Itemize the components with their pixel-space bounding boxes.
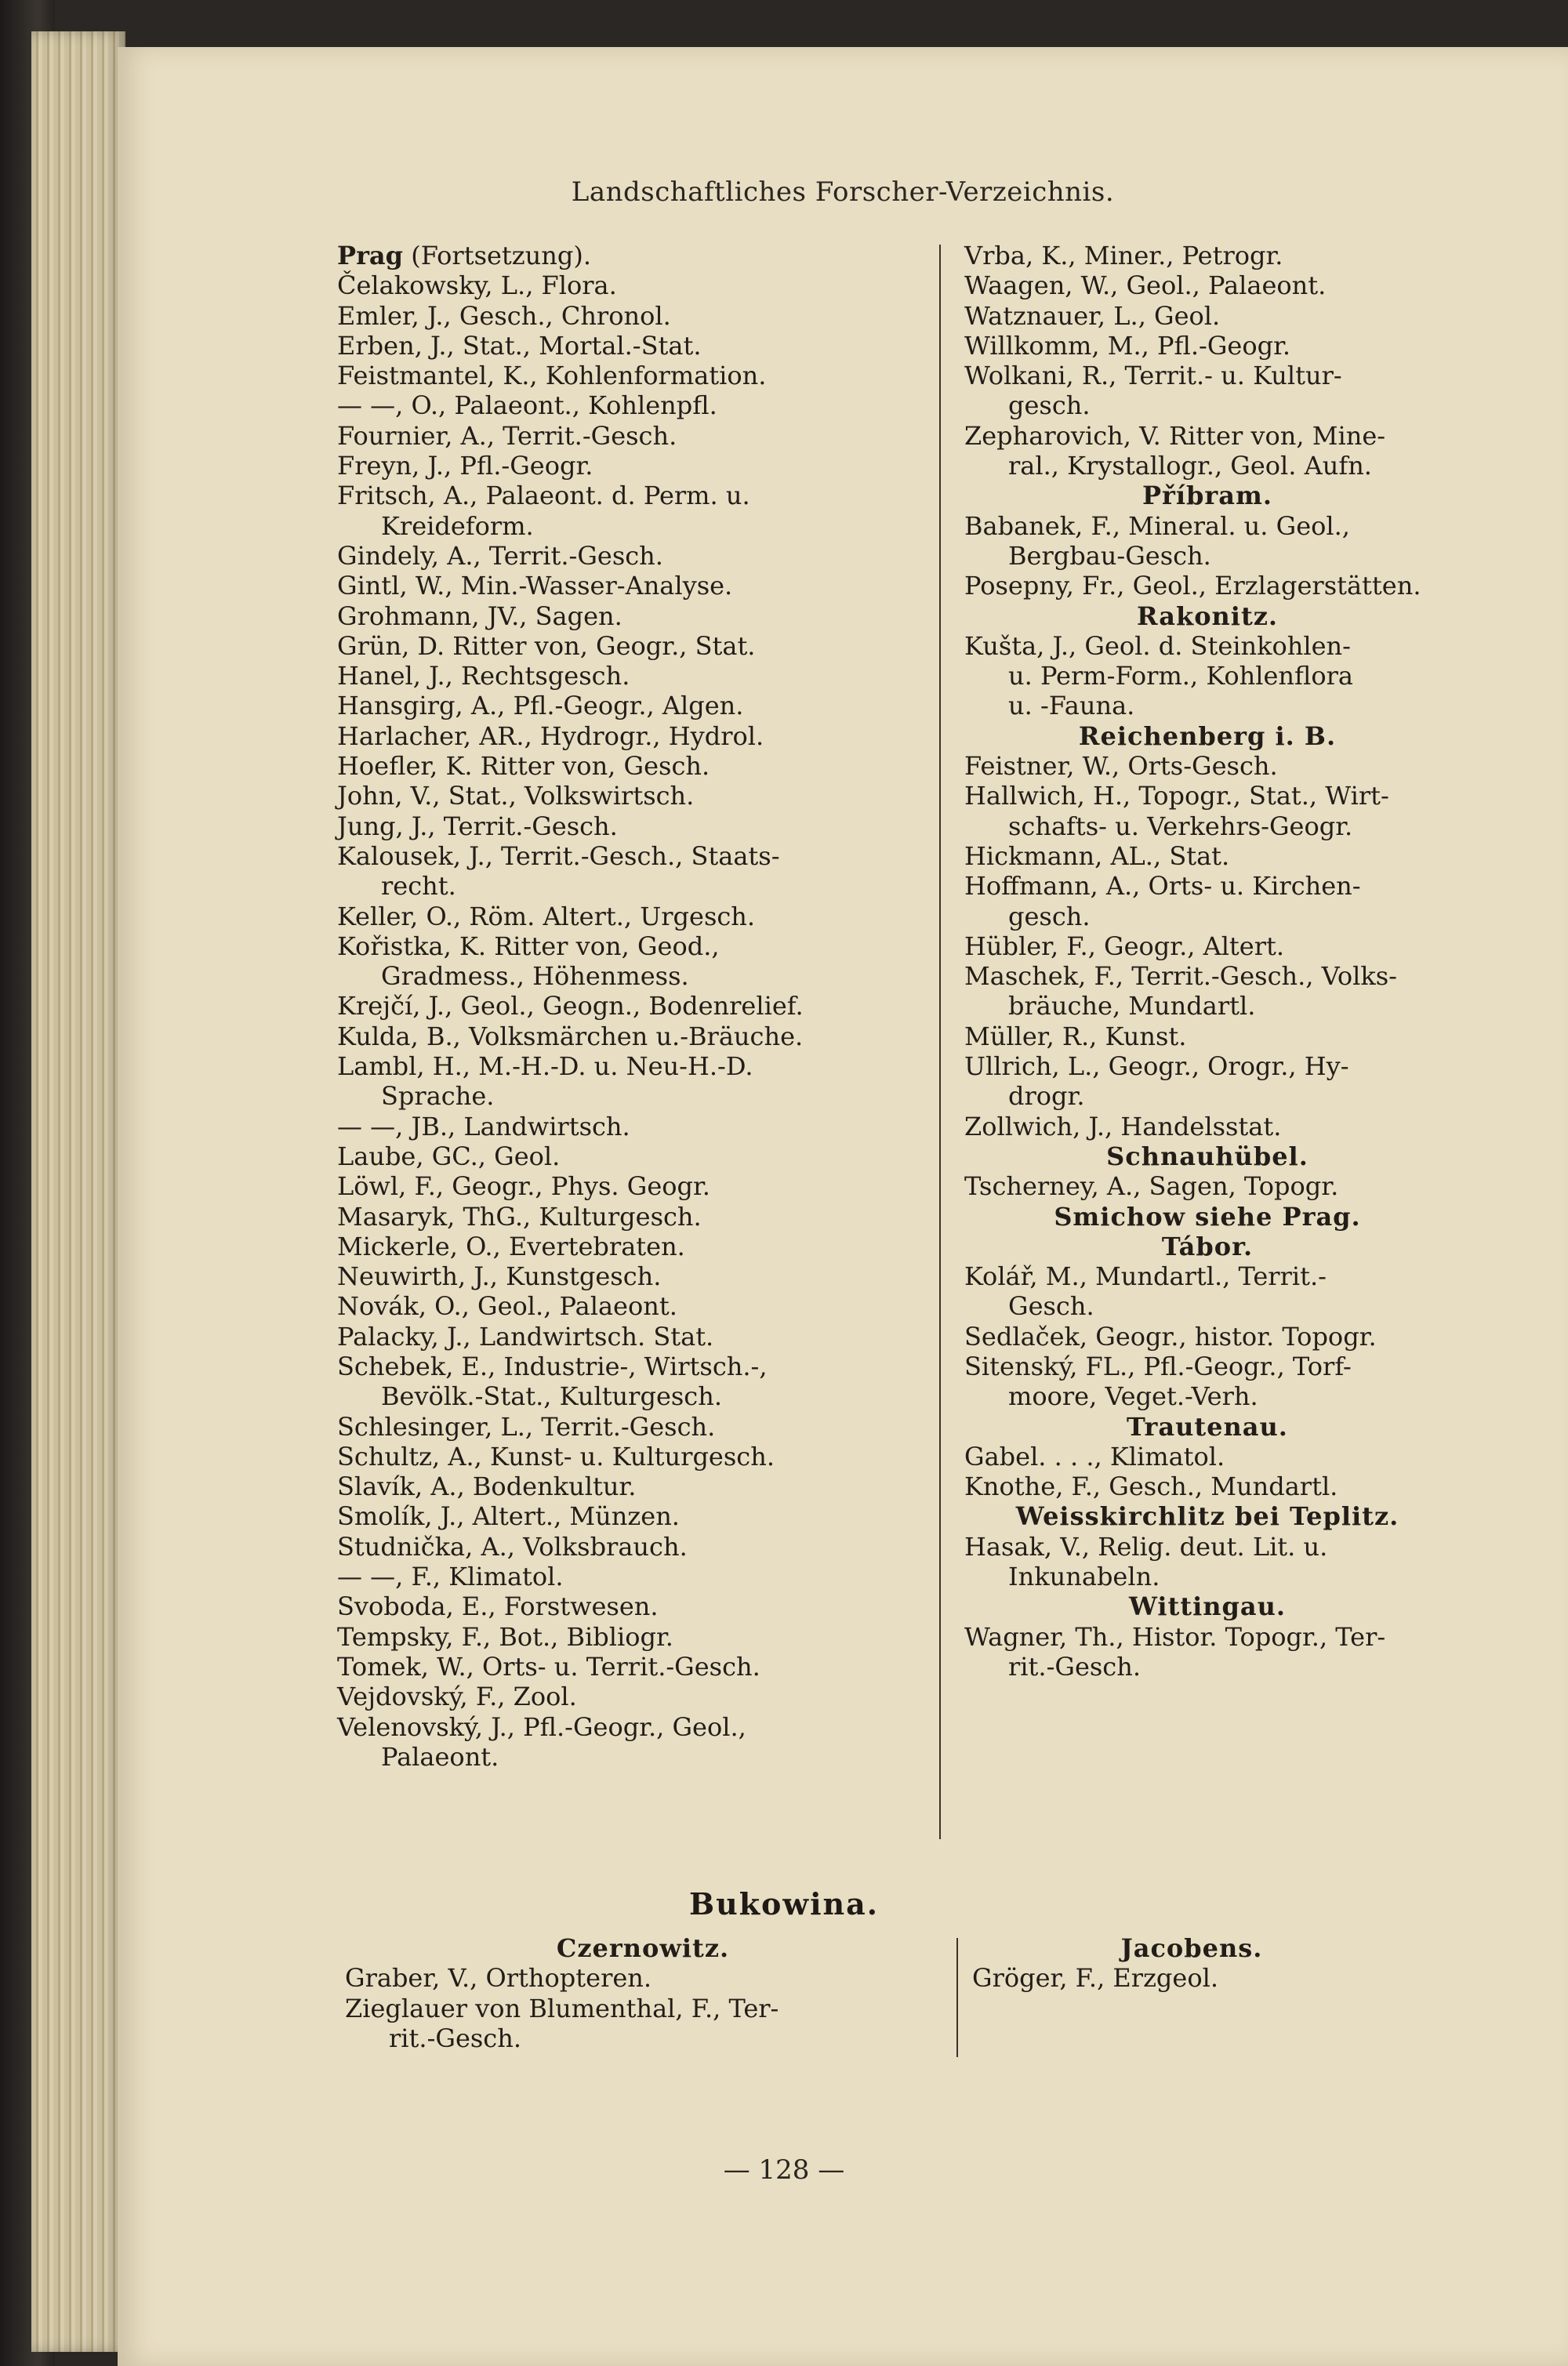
researcher-entry: Hoefler, K. Ritter von, Gesch. (337, 751, 710, 782)
researcher-entry: Hoffmann, A., Orts- u. Kirchen- (964, 871, 1361, 902)
researcher-entry: Feistmantel, K., Kohlenformation. (337, 361, 767, 391)
entry-continuation: Bergbau-Gesch. (1008, 540, 1211, 571)
researcher-entry: Wolkani, R., Territ.- u. Kultur- (964, 361, 1342, 391)
researcher-entry: Laube, GC., Geol. (337, 1141, 561, 1171)
researcher-entry: Zepharovich, V. Ritter von, Mine- (964, 420, 1386, 451)
entry-continuation: rit.-Gesch. (389, 2023, 521, 2053)
entry-continuation: u. -Fauna. (1008, 691, 1135, 721)
entry-continuation: recht. (381, 871, 456, 902)
researcher-entry: Müller, R., Kunst. (964, 1021, 1187, 1051)
researcher-entry: Sedlaček, Geogr., histor. Topogr. (964, 1321, 1377, 1352)
researcher-entry: Sitenský, FL., Pfl.-Geogr., Torf- (964, 1351, 1352, 1381)
researcher-entry: Vejdovský, F., Zool. (337, 1682, 577, 1712)
researcher-entry: Ullrich, L., Geogr., Orogr., Hy- (964, 1051, 1349, 1082)
researcher-entry: John, V., Stat., Volkswirtsch. (337, 781, 695, 811)
researcher-entry: Maschek, F., Territ.-Gesch., Volks- (964, 961, 1397, 992)
researcher-entry: Zieglauer von Blumenthal, F., Ter- (345, 1993, 779, 2023)
researcher-entry: Čelakowsky, L., Flora. (337, 270, 617, 301)
entry-continuation: ral., Krystallogr., Geol. Aufn. (1008, 451, 1372, 481)
researcher-entry: Masaryk, ThG., Kulturgesch. (337, 1201, 702, 1232)
entry-continuation: rit.-Gesch. (1008, 1651, 1141, 1682)
place-heading: Reichenberg i. B. (1078, 720, 1337, 751)
bottom-column-divider (956, 1938, 958, 2057)
researcher-entry: Velenovský, J., Pfl.-Geogr., Geol., (337, 1711, 746, 1742)
right-column (964, 241, 1450, 1682)
entry-continuation: Palaeont. (381, 1741, 499, 1772)
researcher-entry: Vrba, K., Miner., Petrogr. (964, 241, 1283, 270)
researcher-entry: Palacky, J., Landwirtsch. Stat. (337, 1321, 714, 1352)
place-heading: Smichow siehe Prag. (1054, 1201, 1361, 1232)
researcher-entry: Gabel. . . ., Klimatol. (964, 1441, 1225, 1471)
researcher-entry: Studnička, A., Volksbrauch. (337, 1531, 688, 1562)
place-name: Prag (337, 241, 404, 270)
researcher-entry: Feistner, W., Orts-Gesch. (964, 751, 1278, 782)
researcher-entry: Schlesinger, L., Territ.-Gesch. (337, 1411, 716, 1442)
researcher-entry: Hickmann, AL., Stat. (964, 840, 1230, 871)
place-heading: Wittingau. (1128, 1591, 1287, 1622)
researcher-entry: Hansgirg, A., Pfl.-Geogr., Algen. (337, 691, 744, 721)
researcher-entry: Schultz, A., Kunst- u. Kulturgesch. (337, 1441, 775, 1471)
researcher-entry: Babanek, F., Mineral. u. Geol., (964, 510, 1350, 541)
researcher-entry: Löwl, F., Geogr., Phys. Geogr. (337, 1171, 710, 1202)
researcher-entry: Smolík, J., Altert., Münzen. (337, 1501, 680, 1532)
researcher-entry: Emler, J., Gesch., Chronol. (337, 300, 671, 331)
researcher-entry: Erben, J., Stat., Mortal.-Stat. (337, 330, 702, 361)
entry-continuation: Inkunabeln. (1008, 1562, 1160, 1592)
researcher-entry: Tscherney, A., Sagen, Topogr. (964, 1171, 1339, 1202)
entry-continuation: drogr. (1008, 1081, 1085, 1112)
place-heading: Schnauhübel. (1106, 1141, 1308, 1171)
place-note: (Fortsetzung). (403, 241, 591, 270)
researcher-entry: Kolář, M., Mundartl., Territ.- (964, 1261, 1327, 1292)
researcher-entry: Svoboda, E., Forstwesen. (337, 1591, 659, 1622)
researcher-entry: Mickerle, O., Evertebraten. (337, 1231, 685, 1261)
researcher-entry: Grün, D. Ritter von, Geogr., Stat. (337, 630, 756, 661)
left-column (337, 241, 917, 1772)
researcher-entry: Novák, O., Geol., Palaeont. (337, 1291, 677, 1322)
researcher-entry: Kulda, B., Volksmärchen u.-Bräuche. (337, 1021, 804, 1051)
researcher-entry: Graber, V., Orthopteren. (345, 1963, 652, 1994)
entry-continuation: moore, Veget.-Verh. (1008, 1381, 1258, 1412)
researcher-entry: Gintl, W., Min.-Wasser-Analyse. (337, 571, 733, 601)
researcher-entry: Hallwich, H., Topogr., Stat., Wirt- (964, 781, 1389, 811)
place-heading: Tábor. (1161, 1231, 1254, 1261)
entry-continuation: Sprache. (381, 1081, 495, 1112)
region-heading: Bukowina. (688, 1886, 880, 1921)
researcher-entry: Keller, O., Röm. Altert., Urgesch. (337, 901, 756, 931)
researcher-entry: Zollwich, J., Handelsstat. (964, 1111, 1282, 1141)
page-number: — 128 — (723, 2154, 845, 2186)
researcher-entry: Waagen, W., Geol., Palaeont. (964, 270, 1327, 301)
entry-continuation: bräuche, Mundartl. (1008, 991, 1256, 1022)
entry-continuation: Gesch. (1008, 1291, 1094, 1322)
researcher-entry: Watznauer, L., Geol. (964, 300, 1221, 331)
researcher-entry: Fournier, A., Territ.-Gesch. (337, 420, 677, 451)
running-header: Landschaftliches Forscher-Verzeichnis. (571, 176, 1115, 208)
place-heading: Příbram. (1142, 481, 1273, 511)
researcher-entry: Kořistka, K. Ritter von, Geod., (337, 931, 720, 961)
researcher-entry: — —, O., Palaeont., Kohlenpfl. (337, 390, 717, 421)
column-divider (939, 245, 941, 1839)
researcher-entry: Gröger, F., Erzgeol. (972, 1963, 1219, 1994)
researcher-entry: — —, JB., Landwirtsch. (337, 1111, 630, 1141)
entry-continuation: Gradmess., Höhenmess. (381, 961, 689, 992)
researcher-entry: Knothe, F., Gesch., Mundartl. (964, 1471, 1338, 1502)
entry-continuation: schafts- u. Verkehrs-Geogr. (1008, 811, 1353, 841)
place-heading: Weisskirchlitz bei Teplitz. (1015, 1501, 1399, 1532)
place-heading: Jacobens. (1120, 1933, 1263, 1963)
place-heading: Rakonitz. (1136, 601, 1279, 631)
researcher-entry: Kušta, J., Geol. d. Steinkohlen- (964, 630, 1351, 661)
researcher-entry: Hanel, J., Rechtsgesch. (337, 661, 630, 691)
researcher-entry: Slavík, A., Bodenkultur. (337, 1471, 637, 1502)
researcher-entry: Jung, J., Territ.-Gesch. (337, 811, 618, 841)
researcher-entry: — —, F., Klimatol. (337, 1562, 564, 1592)
entry-continuation: Bevölk.-Stat., Kulturgesch. (381, 1381, 722, 1412)
entry-continuation: gesch. (1008, 901, 1091, 931)
researcher-entry: Willkomm, M., Pfl.-Geogr. (964, 330, 1291, 361)
researcher-entry: Kalousek, J., Territ.-Gesch., Staats- (337, 840, 780, 871)
place-heading (337, 241, 917, 270)
researcher-entry: Freyn, J., Pfl.-Geogr. (337, 451, 593, 481)
entry-continuation: gesch. (1008, 390, 1091, 421)
researcher-entry: Neuwirth, J., Kunstgesch. (337, 1261, 662, 1292)
researcher-entry: Posepny, Fr., Geol., Erzlagerstätten. (964, 571, 1421, 601)
researcher-entry: Fritsch, A., Palaeont. d. Perm. u. (337, 481, 750, 511)
researcher-entry: Schebek, E., Industrie-, Wirtsch.-, (337, 1351, 768, 1381)
researcher-entry: Gindely, A., Territ.-Gesch. (337, 540, 663, 571)
researcher-entry: Grohmann, JV., Sagen. (337, 601, 622, 631)
researcher-entry: Lambl, H., M.-H.-D. u. Neu-H.-D. (337, 1051, 753, 1082)
place-heading: Czernowitz. (556, 1933, 730, 1963)
place-heading: Trautenau. (1127, 1411, 1288, 1442)
researcher-entry: Hübler, F., Geogr., Altert. (964, 931, 1285, 961)
researcher-entry: Tomek, W., Orts- u. Territ.-Gesch. (337, 1651, 760, 1682)
researcher-entry: Krejčí, J., Geol., Geogn., Bodenrelief. (337, 991, 804, 1022)
page-edges (31, 31, 125, 2352)
researcher-entry: Wagner, Th., Histor. Topogr., Ter- (964, 1621, 1386, 1652)
bottom-left-column (345, 1933, 941, 2053)
researcher-entry: Tempsky, F., Bot., Bibliogr. (337, 1621, 673, 1652)
researcher-entry: Harlacher, AR., Hydrogr., Hydrol. (337, 720, 764, 751)
researcher-entry: Hasak, V., Relig. deut. Lit. u. (964, 1531, 1328, 1562)
bottom-right-column (972, 1933, 1411, 1994)
entry-continuation: Kreideform. (381, 510, 534, 541)
entry-continuation: u. Perm-Form., Kohlenflora (1008, 661, 1353, 691)
